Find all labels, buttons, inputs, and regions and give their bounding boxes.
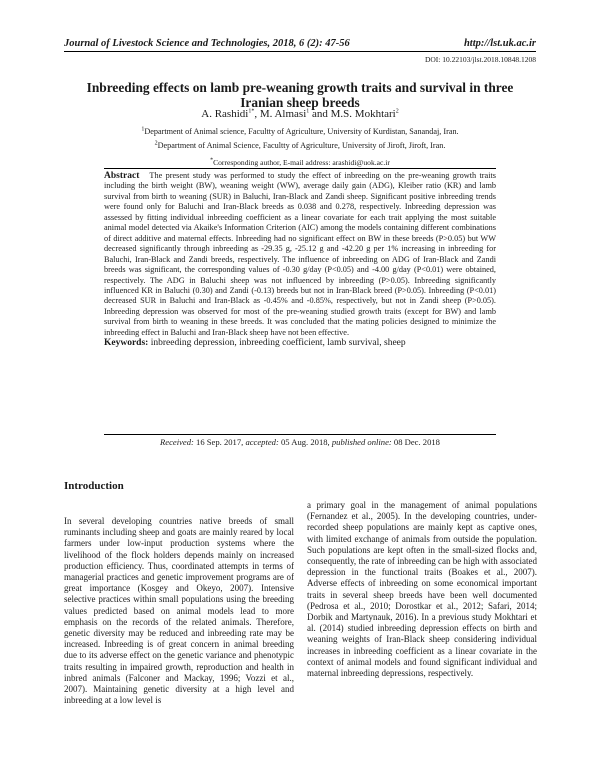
keywords-text: inbreeding depression, inbreeding coefficient, lamb survival, sheep	[148, 338, 406, 349]
keywords-line	[104, 338, 496, 349]
author-3: and M.S. Mokhtari	[309, 108, 396, 120]
journal-issue: , 2018, 6 (2): 47-56	[267, 38, 350, 49]
introduction-right-column	[307, 500, 537, 679]
affiliation-2	[64, 141, 536, 150]
author-3-sup: 2	[395, 108, 399, 115]
journal-citation	[64, 38, 350, 49]
affiliation-2-text: Department of Animal Science, Facultty of Agriculture, University of Jiroft, Jiroft, Iran.	[157, 141, 446, 150]
abstract-text: The present study was performed to study the effect of inbreeding on the pre-weaning growth traits including the birth weight (BW), weaning weight (WW), average daily gain (ADG), Kleiber ratio (KR) and lamb survival from birth to weaning (SUR) in Baluchi, Iran-Black and Zandi sheep. Significant positive inbreeding trends were found only for Baluchi and Iran-Black breeds as 0.038 and 0.278, respectively. Inbreeding depression was assessed by fitting individual inbreeding coefficient as a linear covariate for each trait applying the most suitable animal model detected via Akaike's Information Criterion (AIC) among the models containing different combinations of direct additive and maternal effects. Inbreeding had no significant effect on BW in these breeds (P>0.05) but WW decreased significantly through inbreeding as -29.35 g, -25.12 g and -42.20 g per 1% increasing in inbreeding for Baluchi, Iran-Black and Zandi breeds, respectively. The influence of inbreeding on ADG of Iran-Black and Zandi breeds was significant, the corresponding values of -0.30 g/day (P<0.05) and -4.00 g/day (P<0.01) were obtained, respectively. The ADG in Baluchi sheep was not influenced by inbreeding (P>0.05). Inbreeding significantly influenced KR in Baluchi (0.30) and Zandi (-0.13) breeds but not in Iran-Black breed (P>0.05). Inbreeding (P<0.01) decreased SUR in Baluchi and Iran-Black as -0.45% and -0.85%, respectively, but not in Zandi sheep (P>0.05). Inbreeding depression was observed for most of the pre-weaning studied growth traits (except for BW) and lamb survival from birth to weaning in these breeds. It was concluded that the mating policies designed to minimize the inbreeding effect in Baluchi and Iran-Black sheep have not been effective.	[104, 171, 496, 337]
affiliation-1	[64, 127, 536, 136]
article-dates	[104, 437, 496, 447]
abstract-rule-bottom	[104, 434, 496, 435]
paper-title: Inbreeding effects on lamb pre-weaning growth traits and survival in three Iranian sheep breeds	[86, 80, 514, 110]
affiliation-1-sup: 1	[141, 126, 145, 133]
received-date: 16 Sep. 2017,	[193, 437, 246, 447]
journal-header	[64, 38, 536, 49]
author-2-sup: 1	[306, 108, 310, 115]
introduction-heading: Introduction	[64, 480, 124, 492]
journal-url[interactable]: http://lst.uk.ac.ir	[463, 38, 536, 49]
affiliation-2-sup: 2	[154, 140, 158, 147]
introduction-right-text: a primary goal in the management of animal populations (Fernandez et al., 2005). In the developing countries, under-recorded sheep populations are mainly kept as captive ones, with limited exchange of animals from outside the population. Such populations are kept often in the small-sized flocks and, consequently, the rate of inbreeding can be high with associated depression in the functional traits (Boakes et al., 2007). Adverse effects of inbreeding on some economical important traits in several sheep breeds have been well documented (Pedrosa et al., 2010; Dorostkar et al., 2012; Safari, 2014; Dorbik and Martynauk, 2016). In a previous study Mokhtari et al. (2014) studied inbreeding depression effects on birth and weaning weights of Iran-Black sheep considering individual increases in inbreeding coefficient as a linear covariate in the context of animal models and found significant individual and maternal inbreeding depressions, respectively.	[307, 500, 537, 679]
journal-name: Journal of Livestock Science and Technologies	[64, 38, 268, 49]
abstract-label: Abstract	[104, 171, 140, 181]
author-1-sup: 1*	[248, 108, 255, 115]
header-rule	[64, 51, 536, 52]
published-date: 08 Dec. 2018	[391, 437, 440, 447]
author-1: A. Rashidi	[201, 108, 249, 120]
introduction-left-column	[64, 516, 294, 706]
keywords-label: Keywords:	[104, 338, 149, 349]
accepted-label: accepted:	[245, 437, 279, 447]
accepted-date: 05 Aug. 2018,	[278, 437, 332, 447]
author-2: , M. Almasi	[254, 108, 307, 120]
abstract-block	[104, 168, 496, 349]
published-label: published online:	[331, 437, 392, 447]
corresponding-author	[64, 158, 536, 167]
author-list	[64, 108, 536, 120]
introduction-left-text: In several developing countries native breeds of small ruminants including sheep and goats are mainly reared by local farmers under low-input production systems where the livelihood of the flock holders depends mainly on increased production efficiency. Thus, coordinated attempts in terms of managerial practices and genetic improvement programs are of great importance (Kosgey and Okeyo, 2007). Intensive selective practices within small populations using the breeding values predicted based on animal models lead to more emphasis on the records of the related animals. Therefore, genetic diversity may be reduced and inbreeding rate may be increased. Inbreeding is of great concern in animal breeding due to its adverse effect on the genetic variance and phenotypic traits resulting in impaired growth, reproduction and health in inbred animals (Falconer and Mackay, 1996; Vozzi et al., 2007). Maintaining genetic diversity at a high level and inbreeding at a low level is	[64, 516, 294, 706]
corresponding-text: Corresponding author, E-mail address: arashidi@uok.ac.ir	[213, 158, 390, 167]
corresponding-sup: *	[210, 157, 214, 164]
doi: DOI: 10.22103/jlst.2018.10848.1208	[424, 55, 536, 64]
received-label: Received:	[160, 437, 194, 447]
affiliation-1-text: Department of Animal science, Facultty of Agriculture, University of Kurdistan, Sanandaj, Iran.	[144, 127, 459, 136]
